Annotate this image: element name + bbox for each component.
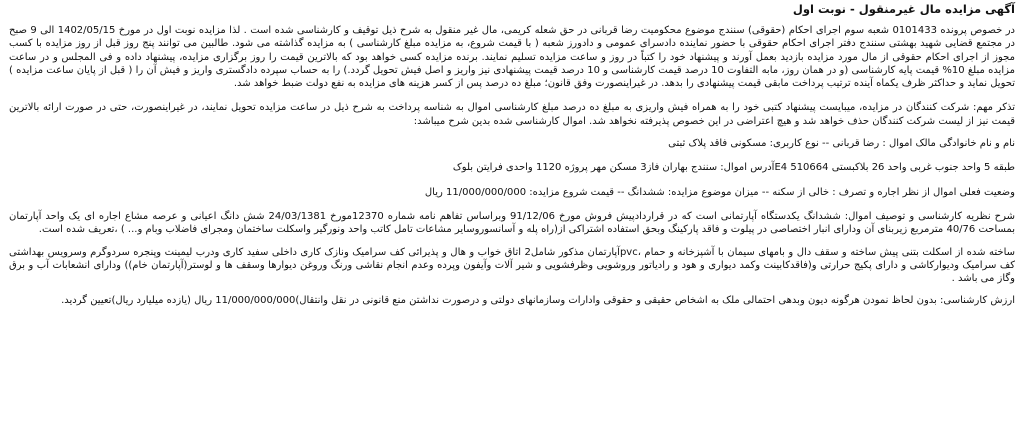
important-reminder-paragraph: تذکر مهم: شرکت کنندگان در مزایده، میبایست پیشنهاد کتبی خود را به همراه فیش واریزی به مبلغ ده درصد مبلغ کارشناسی اموال به شناسه پرداخت به شرح ذیل در ساعت مزایده تحویل نمایند، در غیراینصورت، حتی در صورت ارائه بالاترین قیمت نیز از لیست شرکت کنندگان حذف خواهد شد و هیچ اعتراضی در این خصوص پذیرفته نخواهد شد. اموال کارشناسی شده بدین شرح میباشد: — [9, 102, 1015, 127]
notice-title: آگهی مزایده مال غیرمنقول - نوبت اول — [792, 2, 1015, 16]
notice-intro-paragraph: در خصوص پرونده 0101433 شعبه سوم اجرای احکام (حقوقی) سنندج موضوع محکومیت رضا قربانی در حق شعله کریمی، مال غیر منقول به شرح ذیل توقیف و کارشناسی شده است . لذا مزایده نوبت اول در مورخ 1402/05/15 الی 9 صبح در مجتمع قضایی شهید بهشتی سنندج دفتر اجرای احکام حقوقی با حضور نماینده دادسرای عمومی و دادورز شعبه ( با قیمت شروع، به مزایده مبلغ کارشناسی ) به مزایده گذاشته می شود. طالبین می توانند پنج روز قبل از روز مزایده با کسب مجوز از اجرای احکام حقوقی از مال مورد مزایده بازدید بعمل آورند و پیشنهاد خود را کتباً در روز و ساعت مزایده تسلیم نمایند. برنده مزایده کسی خواهد بود که بالاترین قیمت را روز برگزاری مزایده، پیشنهاد داده و فی المجلس و در ساعت مزایده مبلغ 10% قیمت پایه کارشناسی (و در همان روز، مابه التفاوت 10 درصد قیمت کارشناسی و 10 درصد قیمت پیشنهادی نیز واریز و اصل فیش تحویل گردد.) را به حساب سپرده دادگستری واریز و فیش آن را ( قبل از پایان ساعت مزایده ) تحویل نماید و حداکثر ظرف یکماه آینده ترتیب پرداخت مابقی قیمت پیشنهادی را بدهد. در غیراینصورت وفق قانون؛ مبلغ ده درصد پس از کسر هزینه های مزایده به نفع دولت ضبط خواهد شد. — [9, 25, 1015, 90]
property-status-line: وضعیت فعلی اموال از نظر اجاره و تصرف : خالی از سکنه -- میزان موضوع مزایده: ششدانگ -- قیمت شروع مزایده: 11/000/000/000 ریال — [424, 186, 1015, 198]
property-address-line: طبقه 5 واحد جنوب غربی واحد 26 بلاکبستی E4 510664آدرس اموال: سنندج بهاران فاز3 مسکن مهر پروژه 1120 واحدی فرایتن بلوک — [452, 162, 1015, 174]
appraisal-paragraph: ارزش کارشناسی: بدون لحاظ نمودن هرگونه دیون وبدهی احتمالی ملک به اشخاص حقیقی و حقوقی وادارات وسازمانهای دولتی و درصورت نداشتن منع قانونی در نقل وانتقال)11/000/000/000 ریال (یازده میلیارد ریال)تعیین گردید. — [61, 295, 1015, 307]
owner-line: نام و نام خانوادگی مالک اموال : رضا قربانی -- نوع کاربری: مسکونی فاقد پلاک ثبتی — [668, 138, 1015, 150]
expert-description-paragraph: شرح نظریه کارشناسی و توصیف اموال: ششدانگ یکدستگاه آپارتمانی است که در قراردادپیش فروش مورخ 91/12/06 وبراساس تفاهم نامه شماره 12370مورخ 24/03/1381 شش دانگ اعیانی و عرصه مشاع اجاره ای یک واحد آپارتمان بمساحت 40/76 مترمربع زیربنای آن ودارای انبار اختصاصی در پیلوت و فاقد پارکینگ وبحق استفاده اشتراکی از(راه پله و آسانسوروسایر مشاعات تامل کاتب واحد ونورگیر واسکلت ساختمان ومجرای فاضلاب وبام و... ) ،تعریف شده است. — [9, 210, 1015, 236]
construction-description-paragraph: ساخته شده از اسکلت بتنی پیش ساخته و سقف دال و بامهای سیمان با آشپزخانه و حمام ،pvcآپارتمان مذکور شامل2 اتاق خواب و هال و پذیرائی کف سرامیک ونازک کاری داخلی سفید کاری ودرب لیمینت وپنجره سردوگرم وسرویس بهداشتی کف سرامیک وديوارکاشی و دارای پکیج حرارتی و(فاقدکابینت وکمد دیواری و هود و رادیاتور وروشویی وظرفشویی و شیر آلات وآیفون وپرده وعدم انجام نقاشی ورنگ وروغن دیوارها وسقف ها و لوستر(آپارتمان خام)) ودارای انشعابات آب و برق وگاز می باشد . — [9, 246, 1016, 285]
